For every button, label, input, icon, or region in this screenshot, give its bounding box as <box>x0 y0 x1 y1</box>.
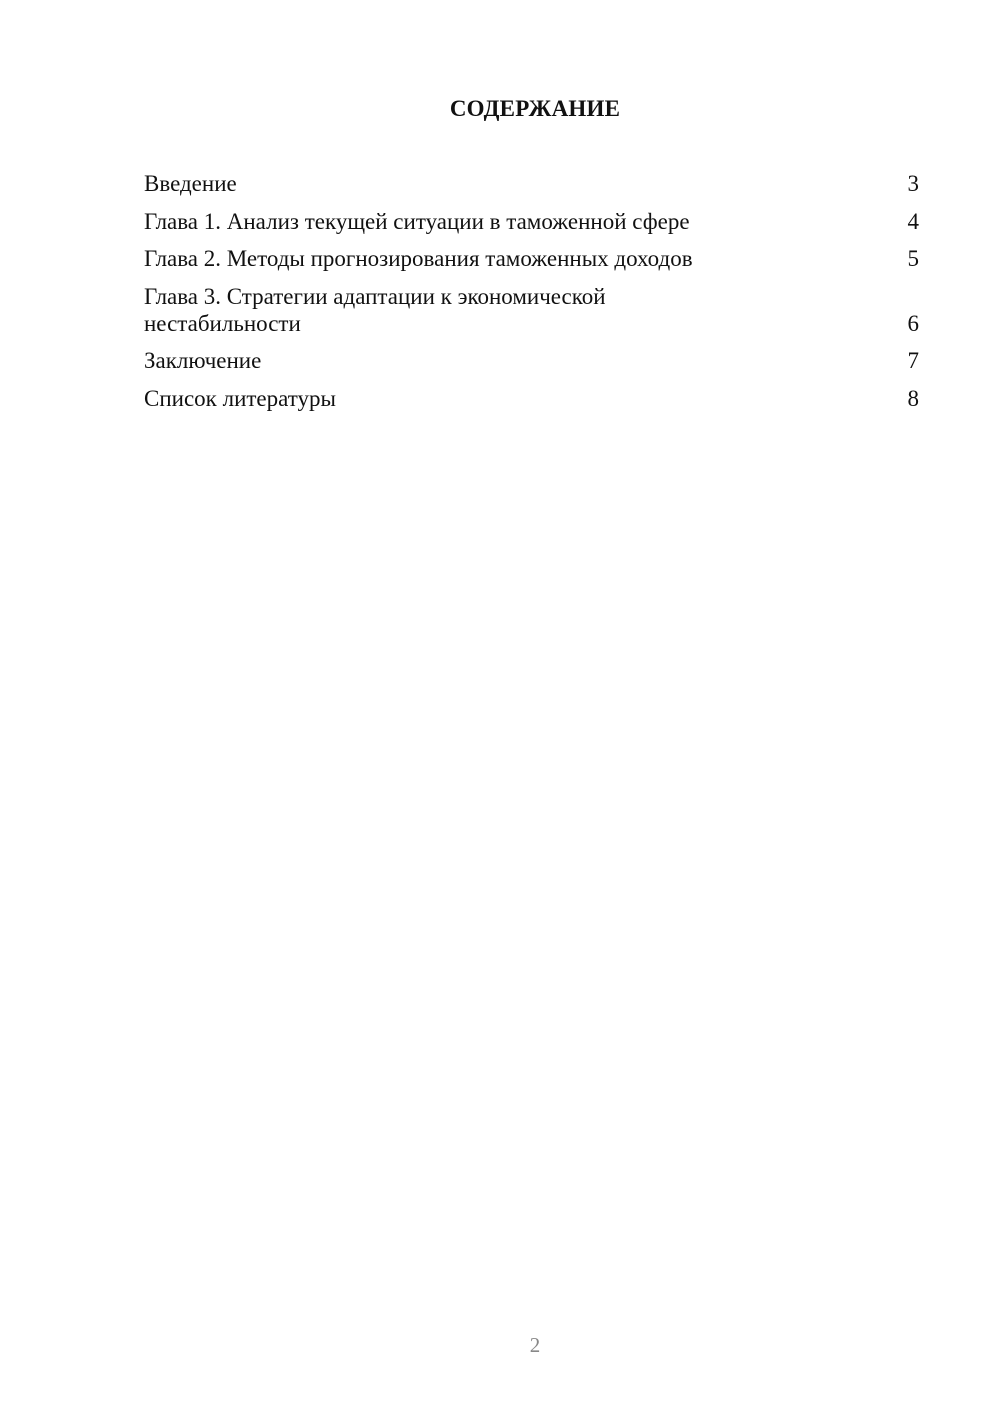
toc-entry-title: Список литературы <box>144 385 336 411</box>
toc-entry-page: 6 <box>907 310 919 336</box>
toc-entry-chapter-2 <box>144 245 919 272</box>
toc-entry-references <box>144 385 919 412</box>
toc-entry-chapter-3 <box>144 283 919 337</box>
toc-entry-page: 4 <box>907 208 919 234</box>
toc-entry-title: Глава 2. Методы прогнозирования таможенных доходов <box>144 246 693 271</box>
page-title: СОДЕРЖАНИЕ <box>449 96 621 121</box>
toc-entry-title: Глава 1. Анализ текущей ситуации в таможенной сфере <box>144 208 690 234</box>
toc-entry-title: Введение <box>144 171 237 196</box>
table-of-contents <box>144 170 919 422</box>
toc-entry-introduction <box>144 170 919 197</box>
toc-entry-page: 5 <box>907 246 919 271</box>
toc-entry-chapter-1 <box>144 208 919 235</box>
toc-entry-page: 8 <box>907 385 919 411</box>
toc-entry-page: 7 <box>907 348 919 373</box>
toc-entry-title: Заключение <box>144 348 262 373</box>
toc-entry-page: 3 <box>907 171 919 196</box>
toc-entry-title: Глава 3. Стратегии адаптации к экономической нестабильности <box>144 283 606 336</box>
page-number: 2 <box>529 1333 541 1357</box>
toc-entry-conclusion <box>144 347 919 374</box>
